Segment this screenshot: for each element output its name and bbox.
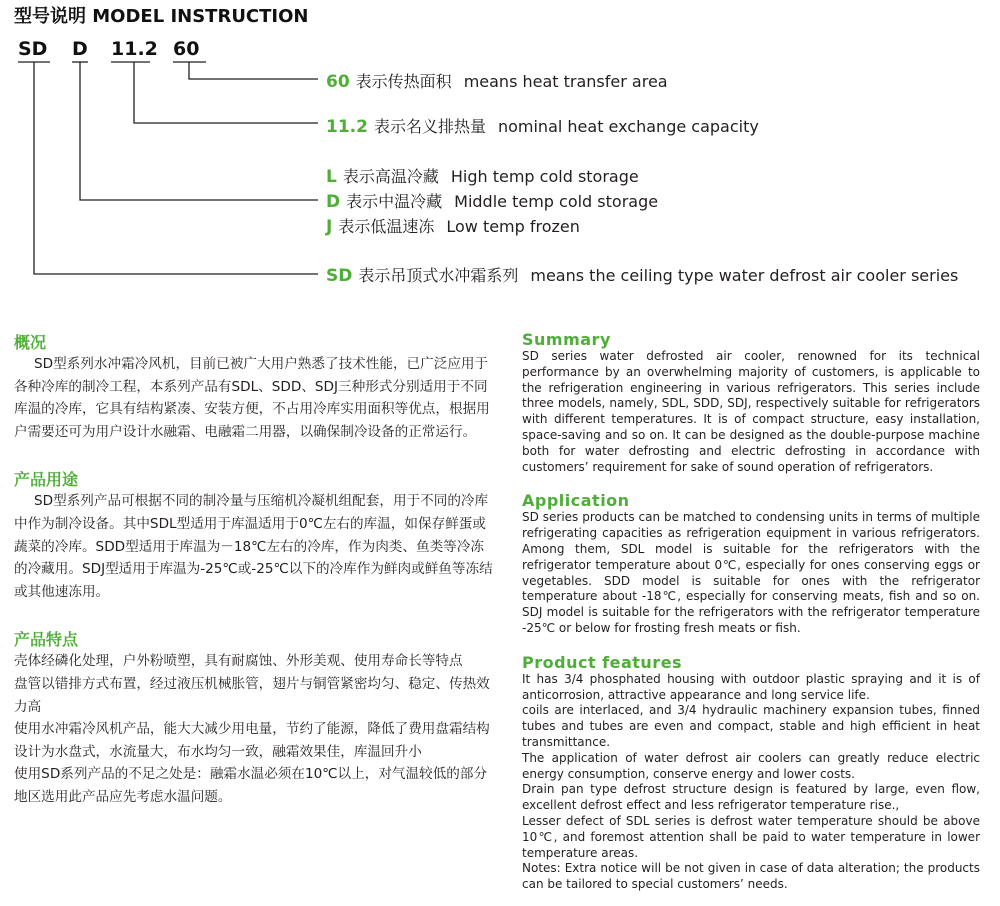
en-feature-item: Lesser defect of SDL series is defrost water temperature should be above 10℃, and foremost attention shall be paid to water temperature in lower temperature areas. xyxy=(522,813,980,860)
legend-cn: 表示吊顶式水冲霜系列 xyxy=(358,266,519,285)
legend-cn: 表示名义排热量 xyxy=(373,117,486,136)
legend-cn: 表示中温冷藏 xyxy=(346,192,443,211)
legend-en: Low temp frozen xyxy=(446,217,580,236)
cn-features-body xyxy=(14,650,496,808)
model-code-capacity: 11.2 xyxy=(111,38,158,60)
cn-feature-item: 使用SD系列产品的不足之处是：融霜水温必须在10℃以上，对气温较低的部分地区选用此产品应先考虑水温问题。 xyxy=(14,766,488,805)
en-column xyxy=(522,330,980,893)
model-code-type: D xyxy=(72,38,88,60)
legend-en: means heat transfer area xyxy=(463,72,668,91)
legend-cn: 表示高温冷藏 xyxy=(342,167,439,186)
en-feature-item: Drain pan type defrost structure design is featured by large, even flow, excellent defrost effect and less refrigerator temperature rise., xyxy=(522,782,980,813)
legend-key: SD xyxy=(326,266,353,286)
legend-capacity xyxy=(326,114,759,137)
legend-series xyxy=(326,263,958,286)
legend-en: Middle temp cold storage xyxy=(454,192,659,211)
cn-feature-item: 壳体经磷化处理，户外粉喷塑，具有耐腐蚀、外形美观、使用寿命长等特点 xyxy=(14,653,463,670)
legend-key: 60 xyxy=(326,72,350,92)
legend-key: L xyxy=(326,167,337,187)
cn-application-text: SD型系列产品可根据不同的制冷量与压缩机冷凝机组配套，用于不同的冷库中作为制冷设备。其中SDL型适用于库温适用于0℃左右的库温，如保存鲜蛋或蔬菜的冷库。SDD型适用于库温为－18℃左右的冷库，作为肉类、鱼类等冷冻的冷藏用。SDJ型适用于库温为-25℃或-25℃以下的冷库作为鲜肉或鲜鱼等冻结或其他速冻用。 xyxy=(14,493,493,600)
legend-en: High temp cold storage xyxy=(450,167,639,186)
cn-application-heading: 产品用途 xyxy=(14,470,79,490)
en-feature-item: The application of water defrost air coolers can greatly reduce electric energy consumption, conserve energy and lower costs. xyxy=(522,750,980,781)
model-code-series: SD xyxy=(18,38,48,60)
en-feature-item: Notes: Extra notice will be not given in case of data alteration; the products can be tailored to special customers’ needs. xyxy=(522,861,980,892)
en-feature-item: It has 3/4 phosphated housing with outdoor plastic spraying and it is of anticorrosion, attractive appearance and long service life. xyxy=(522,671,980,702)
legend-key: J xyxy=(326,217,333,237)
en-application-heading: Application xyxy=(522,491,630,511)
cn-summary-text: SD型系列水冲霜冷风机，目前已被广大用户熟悉了技术性能，已广泛应用于各种冷库的制冷工程，本系列产品有SDL、SDD、SDJ三种形式分别适用于不同库温的冷库，它具有结构紧凑、安装方便，不占用冷库实用面积等优点，根据用户需要还可为用户设计水融霜、电融霜二用器，以确保制冷设备的正常运行。 xyxy=(14,356,490,440)
model-code-area: 60 xyxy=(173,38,200,60)
en-summary-heading: Summary xyxy=(522,330,611,349)
legend-middle-temp xyxy=(326,189,658,212)
en-summary-body xyxy=(522,349,980,475)
cn-column xyxy=(14,330,496,809)
cn-summary-heading: 概况 xyxy=(14,333,47,352)
en-application-text: SD series products can be matched to condensing units in terms of multiple refrigerating capacities as refrigeration equipment in various refrigerators. Among them, SDL model is suitable for the refrigerators with the refrigerator temperature about 0℃, especially for ones conserving eggs or vegetables. SDD model is suitable for ones with the refrigerator temperature about -18℃, especially for conserving meats, fish and so on. SDJ model is suitable for the refrigerators with the refrigerator temperature -25℃ or below for frosting fresh meats or fish. xyxy=(522,510,980,635)
cn-feature-item: 使用水冲霜冷风机产品，能大大减少用电量，节约了能源，降低了费用盘霜结构设计为水盘式，水流量大，布水均匀一致，融霜效果佳，库温回升小 xyxy=(14,721,490,760)
cn-feature-item: 盘管以错排方式布置，经过液压机械胀管，翅片与铜管紧密均匀、稳定、传热效力高 xyxy=(14,675,490,715)
legend-key: D xyxy=(326,192,341,212)
en-summary-text: SD series water defrosted air cooler, renowned for its technical performance by an overwhelming majority of customers, is applicable to the refrigeration engineering in various refrigerators. This series include three models, namely, SDL, SDD, SDJ, respectively suitable for refrigerators with different temperatures. It is of compact structure, easy installation, space-saving and so on. It can be designed as the double-purpose machine both for water defrosting and electric defrosting in accordance with customers’ requirement for sake of sound operation of refrigerators. xyxy=(522,349,980,474)
cn-application-body xyxy=(14,490,496,603)
legend-high-temp xyxy=(326,164,639,187)
legend-low-temp xyxy=(326,214,580,237)
legend-key: 11.2 xyxy=(326,117,368,137)
en-features-heading: Product features xyxy=(522,652,683,672)
en-feature-item: coils are interlaced, and 3/4 hydraulic machinery expansion tubes, finned tubes and tubes are even and compact, stable and high efficient in heat transmittance. xyxy=(522,703,980,749)
cn-summary-body xyxy=(14,353,496,443)
en-application-body xyxy=(522,510,980,636)
legend-cn: 表示低温速冻 xyxy=(338,217,435,236)
cn-features-heading: 产品特点 xyxy=(14,630,79,650)
legend-en: nominal heat exchange capacity xyxy=(497,117,759,136)
en-features-body xyxy=(522,672,980,893)
model-connector-lines xyxy=(0,0,1000,300)
legend-cn: 表示传热面积 xyxy=(355,72,452,91)
legend-en: means the ceiling type water defrost air cooler series xyxy=(530,266,959,285)
legend-heat-transfer-area xyxy=(326,69,668,92)
page-title: 型号说明 MODEL INSTRUCTION xyxy=(14,6,309,27)
